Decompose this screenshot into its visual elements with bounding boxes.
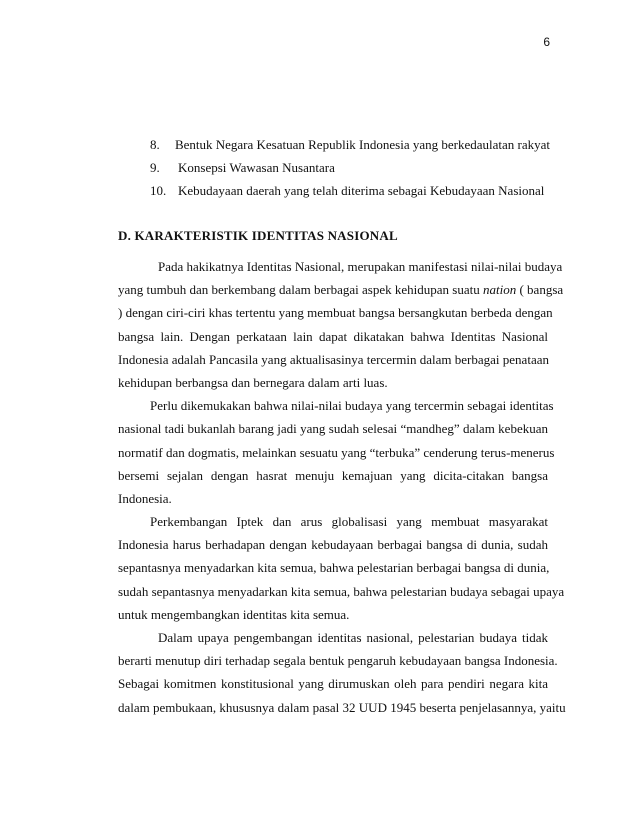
list-item <box>150 159 550 182</box>
text-line: berarti menutup diri terhadap segala bentuk pengaruh kebudayaan bangsa Indonesia. <box>118 653 558 669</box>
text-line: normatif dan dogmatis, melainkan sesuatu yang “terbuka” cenderung terus-menerus <box>118 444 555 460</box>
list-number: 9. <box>150 160 160 175</box>
text-line: dalam pembukaan, khususnya dalam pasal 32 UUD 1945 beserta penjelasannya, yaitu <box>118 699 566 715</box>
text-line: sudah sepantasnya menyadarkan kita semua, bahwa pelestarian budaya sebagai upaya <box>118 583 565 599</box>
text-line <box>118 278 564 301</box>
text-line: sepantasnya menyadarkan kita semua, bahwa pelestarian berbagai bangsa di dunia, <box>118 560 550 576</box>
text-line: bersemi sejalan dengan hasrat menuju kemajuan yang dicita-citakan bangsa <box>118 467 548 483</box>
text-segment: yang tumbuh dan berkembang dalam berbagai aspek kehidupan suatu <box>118 282 480 298</box>
section-heading: D. KARAKTERISTIK IDENTITAS NASIONAL <box>118 228 398 243</box>
text-line: Perkembangan Iptek dan arus globalisasi yang membuat masyarakat <box>150 514 548 530</box>
text-line: kehidupan berbangsa dan bernegara dalam arti luas. <box>118 374 388 390</box>
list-number: 8. <box>150 137 160 152</box>
text-segment: ( bangsa <box>519 282 564 298</box>
text-line: Sebagai komitmen konstitusional yang dirumuskan oleh para pendiri negara kita <box>118 676 548 692</box>
list-text: Konsepsi Wawasan Nusantara <box>178 160 335 175</box>
text-line: nasional tadi bukanlah barang jadi yang sudah selesai “mandheg” dalam kebekuan <box>118 421 548 437</box>
list-item <box>150 136 550 159</box>
text-line: bangsa lain. Dengan perkataan lain dapat dikatakan bahwa Identitas Nasional <box>118 328 548 344</box>
text-line: Perlu dikemukakan bahwa nilai-nilai budaya yang tercermin sebagai identitas <box>150 398 554 414</box>
text-line: Indonesia adalah Pancasila yang aktualisasinya tercermin dalam berbagai penataan <box>118 351 549 367</box>
text-line: Indonesia. <box>118 490 172 506</box>
italic-term: nation <box>482 282 517 298</box>
list-text: Bentuk Negara Kesatuan Republik Indonesia yang berkedaulatan rakyat <box>174 137 550 152</box>
text-line: Dalam upaya pengembangan identitas nasional, pelestarian budaya tidak <box>158 630 548 645</box>
body-text <box>118 255 566 719</box>
list-text: Kebudayaan daerah yang telah diterima sebagai Kebudayaan Nasional <box>178 183 545 198</box>
text-line: untuk mengembangkan identitas kita semua. <box>118 606 350 622</box>
text-line: Indonesia harus berhadapan dengan kebudayaan berbagai bangsa di dunia, sudah <box>118 537 548 553</box>
text-line: Pada hakikatnya Identitas Nasional, merupakan manifestasi nilai-nilai budaya <box>158 259 563 274</box>
page-number: 6 <box>543 35 550 49</box>
list-item <box>150 182 550 205</box>
numbered-list <box>150 136 550 205</box>
text-line: ) dengan ciri-ciri khas tertentu yang membuat bangsa bersangkutan berbeda dengan <box>118 305 553 321</box>
list-number: 10. <box>150 183 167 198</box>
